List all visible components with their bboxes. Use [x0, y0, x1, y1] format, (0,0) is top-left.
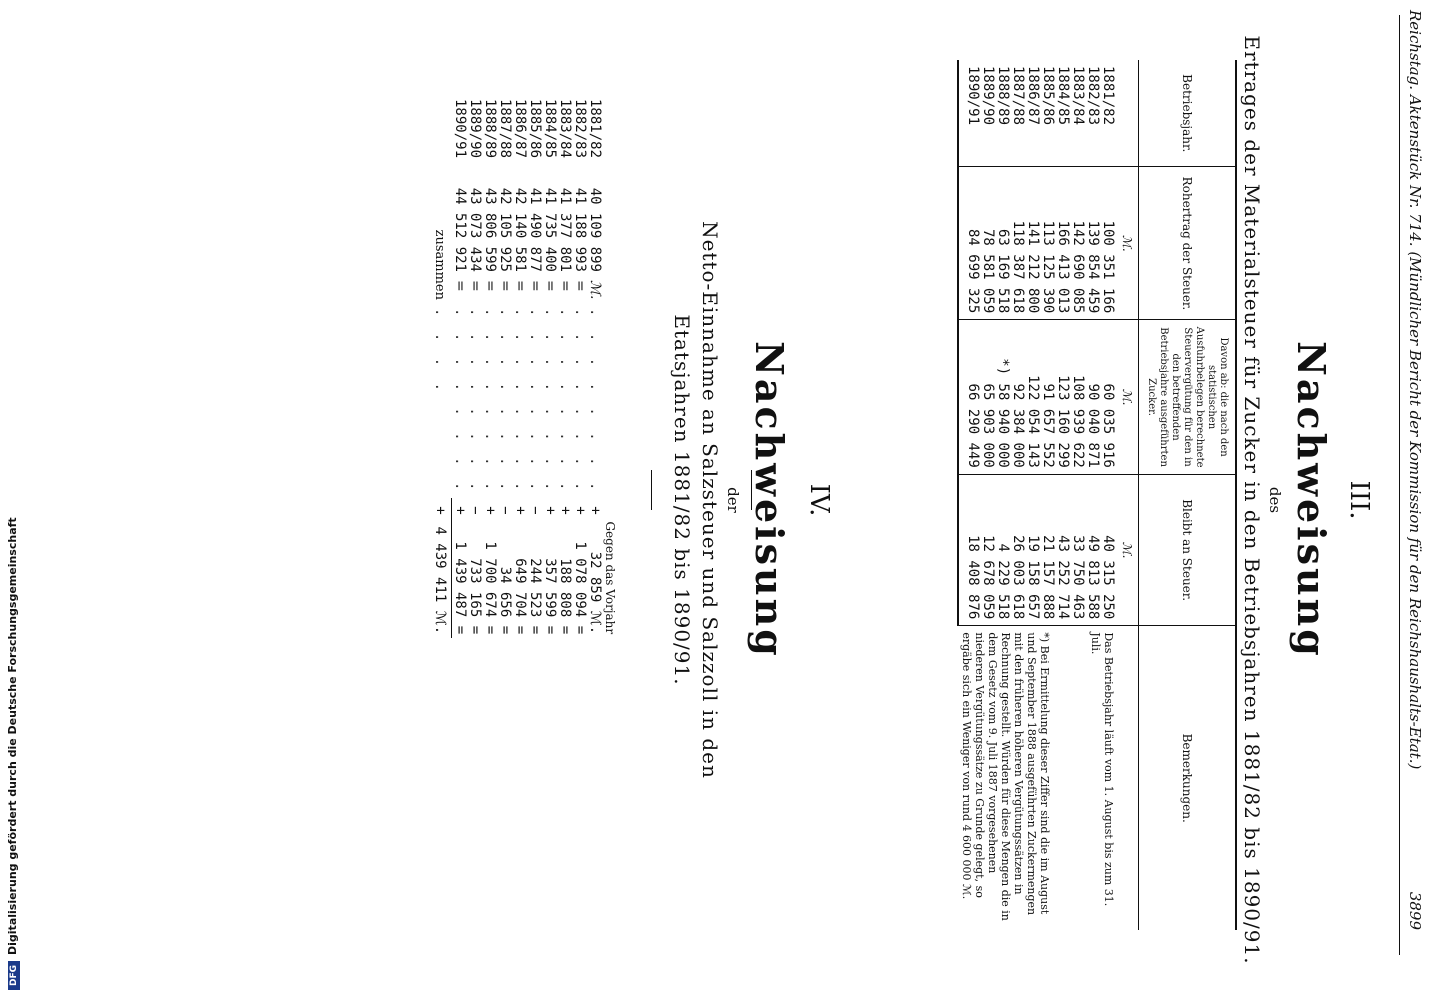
year-cell: 1881/82 — [1100, 66, 1116, 126]
sum-row: zusammen . . . . + 4 439 411 ℳ. — [432, 95, 452, 638]
header-rule — [1399, 15, 1400, 955]
refund-cell: 60 035 916 — [1100, 320, 1115, 475]
table-row: 1886/87 141 212 800 122 054 143 19 158 657 — [1025, 60, 1040, 930]
section-iv-number: IV. — [804, 483, 834, 517]
th-net: Bleibt an Steuer. — [1139, 474, 1237, 626]
unit-cell: ℳ. — [1115, 167, 1139, 320]
table-iv-header — [602, 95, 617, 638]
th-refund: Davon ab: die nach den statistischen Ausfuhrbelegen berechnete Steuervergütung für den in den betreffenden Betriebsjahre ausgeführten Zucker. — [1139, 320, 1237, 475]
table-row: 1883/84 41 377 801 = . . . . . . . . + 188 808 = — [557, 99, 573, 635]
remarks-cell — [958, 626, 1115, 930]
table-row: 1888/89 43 806 599 = . . . . . . . . + 1 700 674 = — [482, 99, 498, 635]
remark-1: Das Betriebsjahr läuft vom 1. August bis zum 31. Juli. — [1089, 632, 1115, 907]
sum-label: zusammen — [432, 229, 448, 300]
table-row: 1889/90 43 073 434 = . . . . . . . . − 733 165 = — [467, 99, 483, 635]
net-cell: 40 315 250 — [1100, 474, 1115, 626]
section-iv-subtitle-1: Netto-Einnahme an Salzsteuer und Salzzoll in den — [698, 221, 722, 779]
sum-value: 4 439 411 — [432, 526, 448, 603]
section-iv-title: Nachweisung — [747, 341, 792, 659]
remark-footnote: *) Bei Ermittelung dieser Ziffer sind die im August und September 1888 ausgeführten Zuckermengen mit den früheren höheren Vergütungssätzen in Rechnung gestellt. Würden für diese Mengen die in dem Gesetz vom 9. Juli 1887 vorgesehenen niederen Vergütungssätze zu Grunde gelegt, so ergäbe sich ein Weniger von rund 4 600 000 ℳ. — [960, 632, 1051, 921]
unit-cell: ℳ. — [1115, 320, 1139, 475]
section-iii-subtitle: Ertrages der Materialsteuer für Zucker in den Betriebsjahren 1881/82 bis 1890/91. — [1240, 35, 1264, 965]
unit-row — [1115, 60, 1139, 930]
table-row: 1885/86 41 490 877 = . . . . . . . . − 244 523 = — [527, 99, 543, 635]
section-iii-connector: des — [1266, 486, 1284, 514]
page-number: 3899 — [1406, 891, 1424, 930]
table-row: 1888/89 63 169 518 *) 58 940 000 4 229 518 — [995, 60, 1010, 930]
unit-cell: ℳ. — [1115, 474, 1139, 626]
compare-header: Gegen das Vorjahr — [603, 521, 617, 635]
section-iv-subtitle-2: Etatsjahren 1881/82 bis 1890/91. — [670, 314, 694, 686]
table-row: 1887/88 42 105 925 = . . . . . . . . − 34 656 = — [497, 99, 513, 635]
dfg-logo: DFG — [8, 961, 20, 990]
table-row: 1883/84 142 690 085 108 939 622 33 750 463 — [1070, 60, 1085, 930]
table-row: 1881/82 40 109 899 ℳ. . . . . . . . . + 32 859 ℳ. — [587, 99, 603, 635]
table-row: 1889/90 78 581 059 65 903 000 12 678 059 — [980, 60, 995, 930]
table-row: 1886/87 42 140 581 = . . . . . . . . + 649 704 = — [512, 99, 528, 635]
digitization-note-text: DFGDigitalisierung gefördert durch die Deutsche Forschungsgemeinschaft — [6, 517, 20, 990]
table-iv — [432, 95, 617, 638]
section-iv-connector: der — [724, 487, 742, 513]
table-row: 1885/86 113 125 390 91 657 552 21 157 888 — [1040, 60, 1055, 930]
table-row: 1890/91 44 512 921 = . . . . . . . . + 1 439 487 = — [451, 99, 468, 635]
separator-rule — [651, 470, 652, 510]
table-row — [1100, 60, 1115, 930]
table-iii — [957, 60, 1237, 930]
section-iii-number: III. — [1344, 480, 1374, 520]
table-row: 1884/85 41 735 400 = . . . . . . . . + 357 599 = — [542, 99, 558, 635]
table-row: 1887/88 118 387 618 92 384 000 26 003 618 — [1010, 60, 1025, 930]
th-remarks: Bemerkungen. — [1139, 626, 1237, 930]
table-row: 1882/83 41 188 993 = . . . . . . . . + 1 078 094 = — [572, 99, 588, 635]
section-iii-title: Nachweisung — [1289, 341, 1334, 659]
th-gross: Rohertrag der Steuer. — [1139, 167, 1237, 320]
th-year: Betriebsjahr. — [1139, 60, 1237, 167]
table-row: 1882/83 139 854 459 90 040 871 49 813 588 — [1085, 60, 1100, 930]
header-reference: Reichstag. Aktenstück Nr. 714. (Mündlicher Bericht der Kommission für den Reichshaushalts-Etat.) — [1406, 10, 1424, 770]
table-row: 1884/85 166 413 013 123 160 299 43 252 714 — [1055, 60, 1070, 930]
gross-cell: 100 351 166 — [1100, 167, 1115, 320]
table-row: 1890/91 84 699 325 66 290 449 18 408 876 — [958, 60, 980, 930]
